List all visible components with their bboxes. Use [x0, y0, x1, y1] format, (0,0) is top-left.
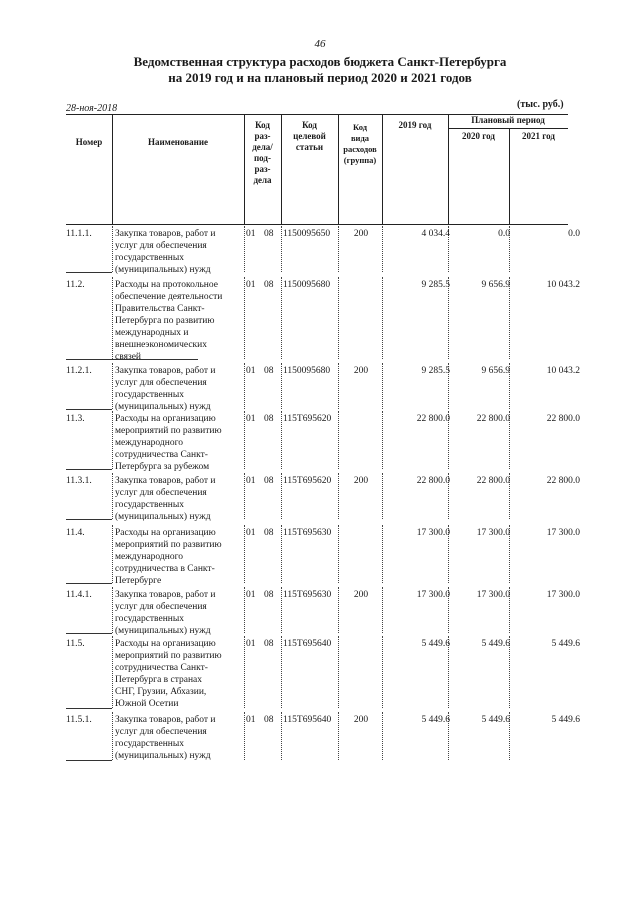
- cell-v2019: 5 449.6: [421, 715, 450, 725]
- name-line: Расходы на организацию: [115, 528, 216, 538]
- row-col-separator: [244, 411, 245, 469]
- cell-name: [115, 365, 243, 413]
- name-line: (муниципальных) нужд: [115, 512, 211, 522]
- row-col-separator: [382, 226, 383, 272]
- header-section-line: дела/: [252, 142, 273, 152]
- name-line: связей: [115, 352, 141, 362]
- name-line: международного: [115, 552, 183, 562]
- name-line: сотрудничества Санкт-: [115, 663, 208, 673]
- name-line: обеспечение деятельности: [115, 292, 223, 302]
- cell-v2021: 0.0: [568, 229, 580, 239]
- cell-num: 11.4.: [66, 528, 85, 538]
- header-section-line: Код: [255, 120, 270, 130]
- cell-v2021: 17 300.0: [546, 590, 580, 600]
- cell-name: [115, 589, 243, 637]
- header-section-line: дела: [253, 175, 272, 185]
- name-line: Закупка товаров, работ и: [115, 229, 216, 239]
- cell-num: 11.3.1.: [66, 476, 92, 486]
- row-bottom-border: [66, 760, 112, 761]
- cell-num: 11.5.1.: [66, 715, 92, 725]
- name-line: мероприятий по развитию: [115, 651, 222, 661]
- name-line: Расходы на организацию: [115, 414, 216, 424]
- row-col-separator: [112, 473, 113, 519]
- row-col-separator: [382, 473, 383, 519]
- row-col-separator: [382, 712, 383, 760]
- cell-target: 1150095680: [283, 280, 331, 290]
- cell-sec2: 08: [264, 715, 274, 725]
- header-expense-line: Код: [352, 122, 368, 132]
- name-line: услуг для обеспечения: [115, 241, 207, 251]
- row-col-separator: [112, 587, 113, 633]
- name-line: услуг для обеспечения: [115, 378, 207, 388]
- name-line: мероприятий по развитию: [115, 540, 222, 550]
- row-bottom-border: [66, 469, 112, 470]
- cell-type: 200: [353, 229, 369, 239]
- row-col-separator: [112, 636, 113, 708]
- cell-v2019: 4 034.4: [421, 229, 450, 239]
- cell-sec2: 08: [264, 639, 274, 649]
- cell-v2020: 5 449.6: [481, 715, 510, 725]
- cell-v2021: 5 449.6: [551, 715, 580, 725]
- cell-v2019: 17 300.0: [416, 590, 450, 600]
- header-expense-code: [338, 122, 382, 166]
- row-col-separator: [281, 587, 282, 633]
- row-col-separator: [382, 411, 383, 469]
- cell-sec1: 01: [246, 528, 256, 538]
- row-col-separator: [281, 411, 282, 469]
- cell-num: 11.2.1.: [66, 366, 92, 376]
- header-planned-period: Плановый период: [471, 115, 545, 125]
- cell-v2020: 9 656.9: [481, 366, 510, 376]
- cell-num: 11.3.: [66, 414, 85, 424]
- row-bottom-border: [66, 272, 112, 273]
- name-line: государственных: [115, 390, 185, 400]
- name-line: международных и: [115, 328, 189, 338]
- name-line: Южной Осетии: [115, 699, 179, 709]
- cell-v2020: 17 300.0: [476, 528, 510, 538]
- cell-sec2: 08: [264, 414, 274, 424]
- cell-target: 115Т695640: [283, 639, 332, 649]
- row-bottom-border: [66, 633, 112, 634]
- row-col-separator: [382, 525, 383, 583]
- name-line: СНГ, Грузии, Абхазии,: [115, 687, 207, 697]
- name-line: внешнеэкономических: [115, 340, 208, 350]
- header-2021: 2021 год: [522, 131, 555, 141]
- cell-type: 200: [353, 366, 369, 376]
- row-col-separator: [244, 712, 245, 760]
- planned-period-divider: [448, 128, 568, 129]
- name-line: Петербурга за рубежом: [115, 462, 210, 472]
- cell-sec1: 01: [246, 229, 256, 239]
- name-line: Петербурга в странах: [115, 675, 203, 685]
- row-col-separator: [112, 411, 113, 469]
- cell-type: 200: [353, 715, 369, 725]
- row-bottom-border: [66, 708, 112, 709]
- header-section-code: [244, 120, 281, 186]
- cell-type: 200: [353, 476, 369, 486]
- name-line: Расходы на протокольное: [115, 280, 218, 290]
- row-col-separator: [244, 636, 245, 708]
- name-line: услуг для обеспечения: [115, 602, 207, 612]
- header-expense-line: (группа): [343, 155, 377, 165]
- row-col-separator: [244, 363, 245, 409]
- name-line: Расходы на организацию: [115, 639, 216, 649]
- page-number: 46: [314, 38, 326, 50]
- cell-sec2: 08: [264, 229, 274, 239]
- header-target-code: [281, 120, 338, 153]
- cell-v2020: 17 300.0: [476, 590, 510, 600]
- row-col-separator: [382, 277, 383, 359]
- page-title: [0, 54, 640, 86]
- header-col-divider: [112, 114, 113, 224]
- cell-name: [115, 413, 243, 473]
- header-expense-line: вида: [350, 133, 370, 143]
- cell-num: 11.4.1.: [66, 590, 92, 600]
- cell-v2019: 22 800.0: [416, 414, 450, 424]
- cell-sec1: 01: [246, 590, 256, 600]
- row-col-separator: [281, 363, 282, 409]
- cell-sec1: 01: [246, 476, 256, 486]
- cell-v2020: 0.0: [498, 229, 510, 239]
- row-col-separator: [281, 712, 282, 760]
- row-col-separator: [244, 587, 245, 633]
- row-col-separator: [281, 636, 282, 708]
- header-number: Номер: [75, 137, 103, 147]
- title-line-1: Ведомственная структура расходов бюджета Санкт-Петербурга: [133, 54, 507, 69]
- name-line: государственных: [115, 500, 185, 510]
- cell-v2019: 22 800.0: [416, 476, 450, 486]
- name-line: Закупка товаров, работ и: [115, 476, 216, 486]
- header-name: Наименование: [148, 137, 208, 147]
- name-line: (муниципальных) нужд: [115, 751, 211, 761]
- name-line: (муниципальных) нужд: [115, 626, 211, 636]
- header-col-divider: [509, 128, 510, 224]
- name-line: Закупка товаров, работ и: [115, 590, 216, 600]
- cell-num: 11.5.: [66, 639, 85, 649]
- name-line: услуг для обеспечения: [115, 727, 207, 737]
- name-line: мероприятий по развитию: [115, 426, 222, 436]
- cell-sec1: 01: [246, 715, 256, 725]
- name-line: государственных: [115, 739, 185, 749]
- row-col-separator: [112, 525, 113, 583]
- cell-sec1: 01: [246, 414, 256, 424]
- cell-v2019: 5 449.6: [421, 639, 450, 649]
- header-2020: 2020 год: [462, 131, 495, 141]
- cell-num: 11.2.: [66, 280, 85, 290]
- cell-sec2: 08: [264, 590, 274, 600]
- row-bottom-border: [66, 409, 112, 410]
- cell-sec2: 08: [264, 280, 274, 290]
- cell-target: 115Т695620: [283, 476, 332, 486]
- cell-target: 1150095680: [283, 366, 331, 376]
- header-bottom-border: [66, 224, 568, 225]
- name-line: Петербурге: [115, 576, 162, 586]
- cell-v2020: 22 800.0: [476, 476, 510, 486]
- cell-v2019: 9 285.5: [421, 366, 450, 376]
- name-line: Правительства Санкт-: [115, 304, 205, 314]
- name-line: сотрудничества в Санкт-: [115, 564, 215, 574]
- cell-name: [115, 527, 243, 587]
- row-col-separator: [112, 712, 113, 760]
- name-line: государственных: [115, 253, 185, 263]
- header-section-line: под-: [254, 153, 271, 163]
- name-line: услуг для обеспечения: [115, 488, 207, 498]
- row-col-separator: [382, 363, 383, 409]
- cell-num: 11.1.1.: [66, 229, 92, 239]
- units-label: (тыс. руб.): [517, 99, 564, 110]
- header-section-line: раз-: [254, 131, 271, 141]
- row-col-separator: [112, 363, 113, 409]
- row-bottom-border: [66, 519, 112, 520]
- cell-name: [115, 228, 243, 276]
- row-col-separator: [112, 277, 113, 359]
- cell-sec1: 01: [246, 366, 256, 376]
- cell-v2021: 22 800.0: [546, 414, 580, 424]
- cell-v2021: 17 300.0: [546, 528, 580, 538]
- cell-v2021: 22 800.0: [546, 476, 580, 486]
- row-col-separator: [281, 226, 282, 272]
- cell-v2021: 10 043.2: [546, 280, 580, 290]
- row-bottom-border: [66, 583, 112, 584]
- header-target-line: Код: [302, 120, 317, 130]
- row-col-separator: [382, 587, 383, 633]
- cell-type: 200: [353, 590, 369, 600]
- row-col-separator: [281, 525, 282, 583]
- cell-v2019: 9 285.5: [421, 280, 450, 290]
- cell-v2021: 10 043.2: [546, 366, 580, 376]
- cell-target: 115Т695640: [283, 715, 332, 725]
- row-col-separator: [382, 636, 383, 708]
- cell-name: [115, 279, 243, 363]
- cell-v2019: 17 300.0: [416, 528, 450, 538]
- header-target-line: целевой: [293, 131, 326, 141]
- name-line: Петербурга по развитию: [115, 316, 215, 326]
- cell-target: 115Т695630: [283, 528, 332, 538]
- cell-sec1: 01: [246, 280, 256, 290]
- cell-v2020: 22 800.0: [476, 414, 510, 424]
- name-line: (муниципальных) нужд: [115, 402, 211, 412]
- header-target-line: статьи: [295, 142, 324, 152]
- header-expense-line: расходов: [343, 144, 377, 154]
- row-col-separator: [244, 525, 245, 583]
- row-col-separator: [244, 226, 245, 272]
- name-line: Закупка товаров, работ и: [115, 366, 216, 376]
- row-col-separator: [281, 277, 282, 359]
- name-line: Закупка товаров, работ и: [115, 715, 216, 725]
- title-line-2: на 2019 год и на плановый период 2020 и 2021 годов: [168, 70, 472, 85]
- name-line: государственных: [115, 614, 185, 624]
- cell-v2021: 5 449.6: [551, 639, 580, 649]
- cell-v2020: 9 656.9: [481, 280, 510, 290]
- cell-target: 115Т695620: [283, 414, 332, 424]
- cell-target: 115Т695630: [283, 590, 332, 600]
- row-col-separator: [281, 473, 282, 519]
- row-col-separator: [244, 473, 245, 519]
- name-line: международного: [115, 438, 183, 448]
- name-line: сотрудничества Санкт-: [115, 450, 208, 460]
- document-date: 28-ноя-2018: [66, 103, 118, 114]
- cell-sec2: 08: [264, 476, 274, 486]
- header-section-line: раз-: [254, 164, 271, 174]
- header-2019: 2019 год: [398, 120, 432, 130]
- cell-sec2: 08: [264, 528, 274, 538]
- cell-v2020: 5 449.6: [481, 639, 510, 649]
- row-col-separator: [244, 277, 245, 359]
- name-line: (муниципальных) нужд: [115, 265, 211, 275]
- cell-sec2: 08: [264, 366, 274, 376]
- cell-name: [115, 638, 243, 710]
- cell-name: [115, 475, 243, 523]
- cell-target: 1150095650: [283, 229, 331, 239]
- row-col-separator: [112, 226, 113, 272]
- cell-sec1: 01: [246, 639, 256, 649]
- cell-name: [115, 714, 243, 762]
